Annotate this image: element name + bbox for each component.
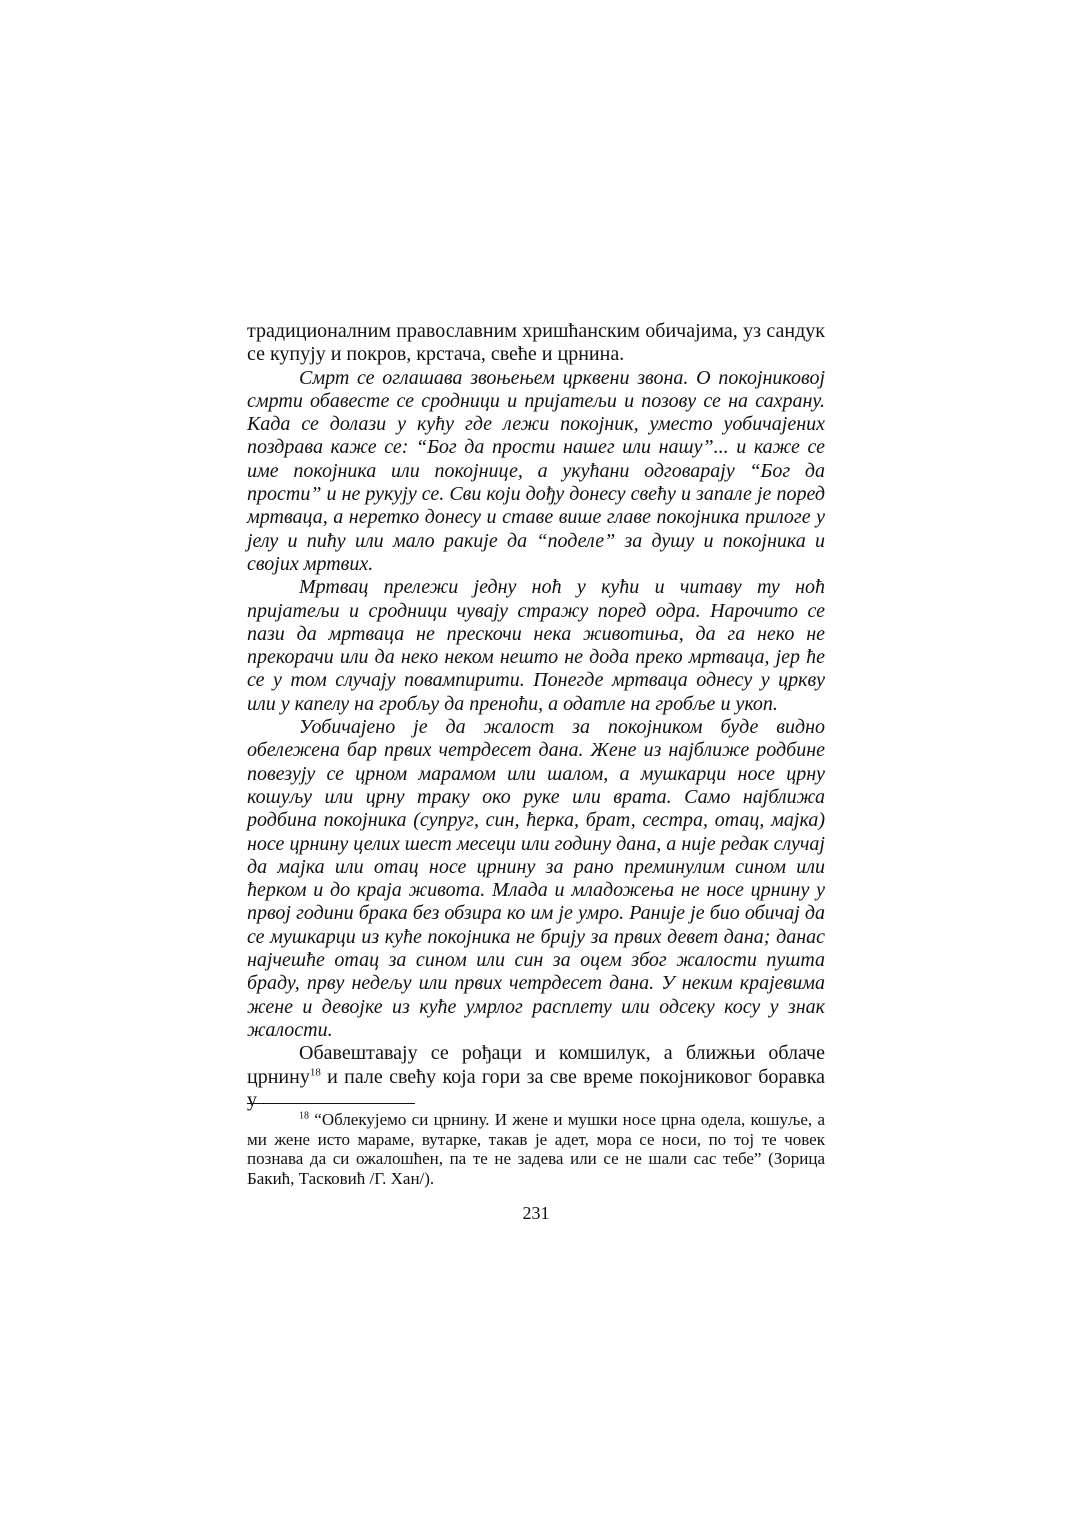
paragraph-5-end: и пале свећу која гори за све време покојниковог боравка у [247, 1065, 825, 1111]
paragraph-2: Смрт се оглашава звоњењем црквени звона. О покојниковој смрти обавесте се сродници и пријатељи и позову се на сахрану. Када се долази у кућу где лежи покојник, уместо уобичајених поздрава каже се: “Бог да прости нашег или нашу”... и каже се име покојника или покојнице, а укућани одговарају “Бог да прости” и не рукују се. Сви који дођу донесу свећу и запале је поред мртваца, а неретко донесу и ставе више главе покојника прилоге у јелу и пићу или мало ракије да “поделе” за душу и покојника и својих мртвих. [247, 366, 825, 575]
footnote-text: “Облекујемо си црнину. И жене и мушки носе црна одела, кошуље, а ми жене исто мараме, вутарке, такав је адет, мора се носи, по тој те човек познава да си ожалошћен, па те не задева или се не шали сас тебе” (Зорица Бакић, Тасковић /Г. Хан/). [247, 1110, 825, 1188]
paragraph-1: традиционалним православним хришћанским обичајима, уз сандук се купују и покров, крстача, свеће и црнина. [247, 320, 825, 366]
paragraph-5 [247, 1042, 825, 1112]
footnote-divider [247, 1103, 415, 1104]
paragraph-3: Мртвац прележи једну ноћ у кући и читаву ту ноћ пријатељи и сродници чувају стражу поред одра. Нарочито се пази да мртваца не прескочи нека животиња, да га неко не прекорачи или да неко неком нешто не дода преко мртваца, јер ће се у том случају повампирити. Понегде мртваца однесу у цркву или у капелу на гробљу да преноћи, а одатле на гробље и укоп. [247, 576, 825, 715]
main-text [247, 320, 825, 1112]
footnote-reference: 18 [309, 1065, 321, 1078]
paragraph-5-start: Обавештавају се рођаци и комшилук, а ближњи облаче црнину [247, 1042, 825, 1088]
footnote [247, 1110, 825, 1188]
page-number: 231 [522, 1203, 550, 1223]
footnote-marker: 18 [299, 1110, 309, 1122]
paragraph-4: Уобичајено је да жалост за покојником буде видно обележена бар првих четрдесет дана. Жене из најближе родбине повезују се црном марамом или шалом, а мушкарци носе црну кошуљу или црну траку око руке или врата. Само најближа родбина покојника (супруг, син, ћерка, брат, сестра, отац, мајка) носе црнину целих шест месеци или годину дана, а није редак случај да мајка или отац носе црнину за рано преминулим сином или ћерком и до краја живота. Млада и младожења не носе црнину у првој години брака без обзира ко им је умро. Раније је био обичај да се мушкарци из куће покојника не брију за првих девет дана; данас најчешће отац за сином или син за оцем због жалости пушта браду, прву недељу или првих четрдесет дана. У неким крајевима жене и девојке из куће умрлог расплету или одсеку косу у знак жалости. [247, 716, 825, 1041]
